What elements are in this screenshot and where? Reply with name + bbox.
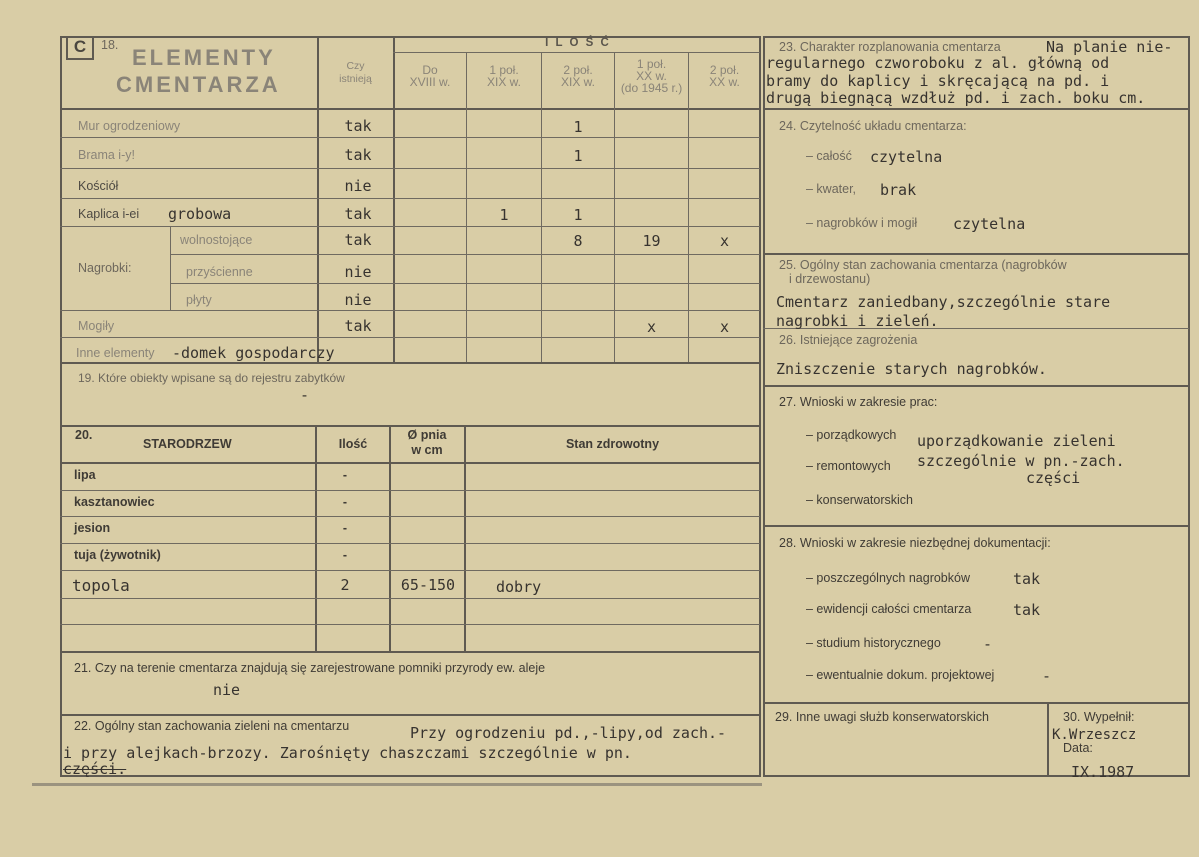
section23-line4: drugą biegnącą wzdłuż pd. i zach. boku cm. <box>766 89 1146 107</box>
element-row-label: Mogiły <box>78 319 115 333</box>
element-qty-value: 8 <box>573 232 583 250</box>
element-row-label: Mur ogrodzeniowy <box>78 119 181 133</box>
documentation-item-value: tak <box>1013 570 1041 588</box>
element-row-label: wolnostojące <box>180 233 253 247</box>
section27-label: 27. Wnioski w zakresie prac: <box>779 395 938 409</box>
documentation-item-label: – studium historycznego <box>806 636 941 650</box>
col-exists-header <box>318 60 393 86</box>
readability-item-value: czytelna <box>870 148 943 166</box>
section26-value: Zniszczenie starych nagrobków. <box>776 360 1047 378</box>
readability-item-value: czytelna <box>953 215 1026 233</box>
col-exists-l1: Czy <box>346 60 365 72</box>
section22-line2: i przy alejkach-brzozy. Zarośnięty chaszczami szczególnie w pn. <box>63 744 632 762</box>
section23-line1: Na planie nie- <box>1046 38 1173 56</box>
bottom-strip <box>32 783 762 786</box>
element-row-label: Kaplica i-ei <box>78 207 140 221</box>
readability-item-value: brak <box>880 181 917 199</box>
section25-line2: nagrobki i zieleń. <box>776 312 939 330</box>
element-qty-value: x <box>646 318 657 336</box>
section21-value: nie <box>213 681 241 699</box>
works-item: – remontowych <box>806 459 891 473</box>
col-diam-header <box>390 428 464 458</box>
section27-value-l3: części <box>1026 469 1081 487</box>
tree-name: kasztanowiec <box>74 495 155 509</box>
element-row-label: Inne elementy <box>76 346 155 360</box>
section25-label <box>779 258 1067 286</box>
element-qty-value: 1 <box>573 206 583 224</box>
element-exists-value: tak <box>344 231 372 249</box>
tree-name: tuja (żywotnik) <box>74 548 161 562</box>
period-col-line: XIX w. <box>560 75 595 89</box>
period-col-line: XX w. <box>709 75 740 89</box>
section25-label-l2: i drzewostanu) <box>789 272 871 286</box>
period-col-header <box>394 64 466 88</box>
period-col-header <box>467 64 541 88</box>
section22-label: 22. Ogólny stan zachowania zieleni na cmentarzu <box>74 719 350 733</box>
element-exists-value: nie <box>344 291 372 309</box>
works-item: – porządkowych <box>806 428 897 442</box>
element-row-extra: -domek gospodarczy <box>172 344 335 362</box>
section25-label-l1: 25. Ogólny stan zachowania cmentarza (nagrobków <box>779 258 1067 272</box>
element-qty-value: x <box>719 232 730 250</box>
nagrobki-label: Nagrobki: <box>78 261 132 275</box>
element-row-label: Kościół <box>78 179 119 193</box>
element-exists-value: tak <box>344 317 372 335</box>
section25-line1: Cmentarz zaniedbany,szczególnie stare <box>776 293 1111 311</box>
section19-value: - <box>300 386 310 404</box>
section23-label: 23. Charakter rozplanowania cmentarza <box>779 40 1001 54</box>
tree-diameter: 65-150 <box>400 576 456 594</box>
period-col-header <box>689 64 760 88</box>
section21-label: 21. Czy na terenie cmentarza znajdują się zarejestrowane pomniki przyrody ew. aleje <box>74 661 546 675</box>
works-item: – konserwatorskich <box>806 493 913 507</box>
col-exists-l2: istnieją <box>339 73 372 85</box>
tree-name: topola <box>72 576 130 595</box>
documentation-item-value: - <box>983 635 993 653</box>
period-col-line: 1 poł. <box>636 57 667 71</box>
tree-qty: 2 <box>340 576 350 594</box>
period-col-line: 1 poł. <box>489 63 519 77</box>
period-col-line: 2 poł. <box>709 63 740 77</box>
readability-item-label: – kwater, <box>806 182 857 196</box>
period-col-line: XX w. <box>636 69 667 83</box>
ilosc-header: I L O Ś Ć <box>545 37 611 49</box>
section18-number: 18. <box>101 38 119 52</box>
element-exists-value: tak <box>344 146 372 164</box>
period-col-line: XIX w. <box>486 75 521 89</box>
section22-line3: części. <box>63 760 127 778</box>
section26-label: 26. Istniejące zagrożenia <box>779 333 918 347</box>
documentation-item-value: tak <box>1013 601 1041 619</box>
col-health-header: Stan zdrowotny <box>565 437 660 451</box>
tree-health: dobry <box>496 578 542 596</box>
section23-line3: bramy do kaplicy i skręcającą na pd. i <box>766 72 1110 90</box>
readability-item-label: – nagrobków i mogił <box>806 216 918 230</box>
section23-line2: regularnego czworoboku z al. główną od <box>766 54 1110 72</box>
starodrzew-title: STARODRZEW <box>143 437 232 451</box>
period-col-line: 2 poł. <box>563 63 593 77</box>
date-label: Data: <box>1063 741 1093 755</box>
section20-number: 20. <box>75 428 93 442</box>
section30-label: 30. Wypełnił: <box>1063 710 1135 724</box>
element-qty-value: 1 <box>573 147 583 165</box>
period-col-header <box>615 58 688 94</box>
section29-label: 29. Inne uwagi służb konserwatorskich <box>775 710 990 724</box>
tree-qty: - <box>342 468 348 482</box>
documentation-item-label: – ewentualnie dokum. projektowej <box>806 668 995 682</box>
documentation-item-label: – ewidencji całości cmentarza <box>806 602 972 616</box>
col-diam-l2: w cm <box>411 443 443 457</box>
documentation-item-label: – poszczególnych nagrobków <box>806 571 970 585</box>
element-row-label: płyty <box>186 293 212 307</box>
section22-line1: Przy ogrodzeniu pd.,-lipy,od zach.- <box>410 724 727 742</box>
filled-by-name: K.Wrzeszcz <box>1052 727 1137 743</box>
element-qty-value: 1 <box>573 118 583 136</box>
date-value: IX.1987 <box>1071 763 1135 781</box>
tree-name: jesion <box>74 521 111 535</box>
element-exists-value: tak <box>344 205 372 223</box>
element-exists-value: tak <box>344 117 372 135</box>
section27-value-l1: uporządkowanie zieleni <box>917 432 1116 450</box>
tree-qty: - <box>342 521 348 535</box>
col-qty-header: Ilość <box>338 437 368 451</box>
element-row-extra: grobowa <box>168 205 232 223</box>
tree-name: lipa <box>74 468 96 482</box>
element-qty-value: 1 <box>499 206 509 224</box>
col-diam-l1: Ø pnia <box>407 428 447 442</box>
element-row-label: Brama i-y! <box>78 148 135 162</box>
period-col-line: XVIII w. <box>409 75 451 89</box>
section19-label: 19. Które obiekty wpisane są do rejestru zabytków <box>78 371 345 385</box>
tree-qty: - <box>342 548 348 562</box>
element-qty-value: 19 <box>642 232 661 250</box>
element-exists-value: nie <box>344 177 372 195</box>
element-exists-value: nie <box>344 263 372 281</box>
section18-title-line1: ELEMENTY <box>132 45 276 70</box>
element-qty-value: x <box>719 318 730 336</box>
documentation-item-value: - <box>1042 667 1052 685</box>
section24-label: 24. Czytelność układu cmentarza: <box>779 119 967 133</box>
form-code-box: C <box>66 36 94 60</box>
section28-label: 28. Wnioski w zakresie niezbędnej dokumentacji: <box>779 536 1051 550</box>
tree-qty: - <box>342 495 348 509</box>
readability-item-label: – całość <box>806 149 852 163</box>
element-row-label: przyścienne <box>186 265 253 279</box>
section27-value-l2: szczególnie w pn.-zach. <box>917 452 1125 470</box>
period-col-line: Do <box>422 63 438 77</box>
period-col-header <box>542 64 614 88</box>
section18-title-line2: CMENTARZA <box>116 72 281 97</box>
period-col-line: (do 1945 r.) <box>620 81 683 95</box>
